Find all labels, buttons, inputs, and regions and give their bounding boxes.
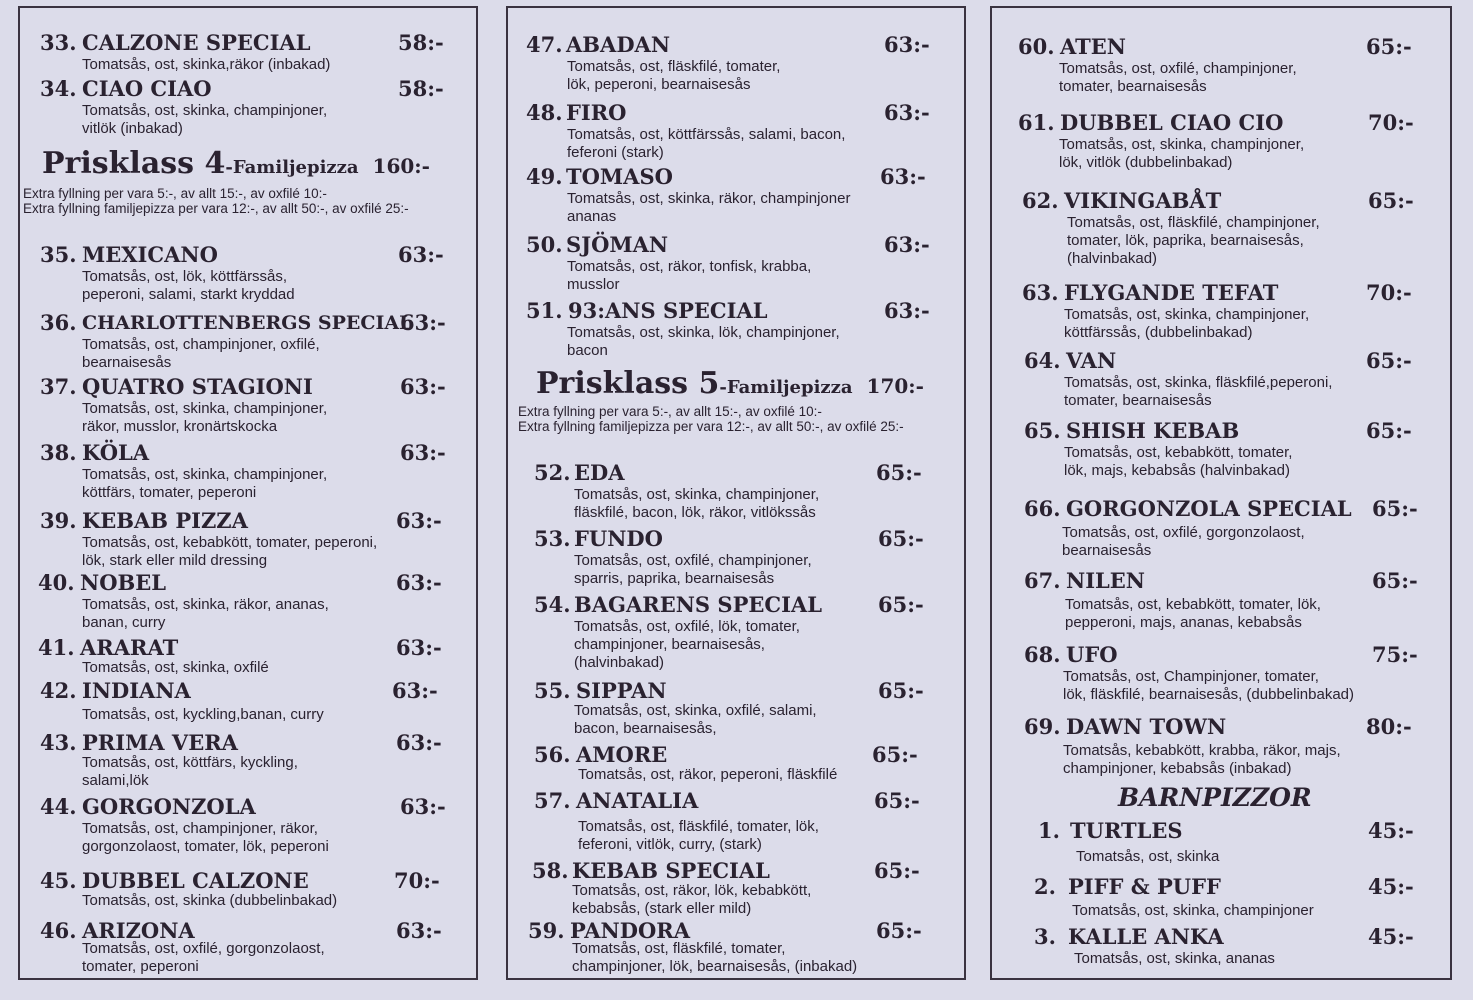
extra-filling-note: Extra fyllning per vara 5:-, av allt 15:-, av oxfilé 10:- Extra fyllning familjepizza per vara 12:-, av allt 50:-, av oxfilé 25:- [518,404,904,434]
item-number: 62. [1022,188,1059,213]
item-number: 46. [40,918,77,943]
item-number: 54. [534,592,571,617]
item-number: 2. [1034,874,1056,899]
item-price: 65:- [874,788,920,813]
item-description: Tomatsås, ost, Champinjoner, tomater, lök, fläskfilé, bearnaisesås, (dubbelinbakad) [1063,668,1354,703]
item-description: Tomatsås, ost, köttfärs, kyckling, salami,lök [82,754,298,789]
item-name: KEBAB PIZZA [82,508,248,533]
item-number: 33. [40,30,77,55]
item-number: 61. [1018,110,1055,135]
item-price: 65:- [1366,418,1412,443]
prisklass-price: 160:- [372,154,430,178]
item-number: 3. [1034,924,1056,949]
item-price: 65:- [872,742,918,767]
item-price: 63:- [396,570,442,595]
item-description: Tomatsås, ost, räkor, lök, kebabkött, kebabsås, (stark eller mild) [572,882,812,917]
item-description: Tomatsås, ost, oxfilé, gorgonzolaost, bearnaisesås [1062,524,1305,559]
extra-filling-note: Extra fyllning per vara 5:-, av allt 15:-, av oxfilé 10:- Extra fyllning familjepizza per vara 12:-, av allt 50:-, av oxfilé 25:- [23,186,409,216]
item-number: 63. [1022,280,1059,305]
item-name: DAWN TOWN [1066,714,1227,739]
item-number: 43. [40,730,77,755]
item-description: Tomatsås, ost, fläskfilé, tomater, lök, peperoni, bearnaisesås [567,58,781,93]
item-description: Tomatsås, ost, skinka, champinjoner, köttfärssås, (dubbelinbakad) [1064,306,1310,341]
menu-column-3 [990,6,1452,980]
item-description: Tomatsås, ost, räkor, peperoni, fläskfilé [578,766,838,783]
item-description: Tomatsås, ost, oxfilé, champinjoner, tomater, bearnaisesås [1059,60,1297,95]
item-price: 63:- [884,232,930,257]
item-price: 45:- [1368,874,1414,899]
menu-column-1 [18,6,478,980]
item-name: ARIZONA [82,918,195,943]
item-number: 59. [528,918,565,943]
item-description: Tomatsås, ost, lök, köttfärssås, peperoni, salami, starkt kryddad [82,268,295,303]
item-description: Tomatsås, ost, kebabkött, tomater, lök, pepperoni, majs, ananas, kebabsås [1065,596,1321,631]
item-price: 65:- [874,858,920,883]
item-price: 65:- [1372,496,1418,521]
item-number: 34. [40,76,77,101]
item-name: FLYGANDE TEFAT [1064,280,1279,305]
item-name: 93:ANS SPECIAL [568,298,768,323]
item-name: DUBBEL CALZONE [82,868,309,893]
item-price: 70:- [1366,280,1412,305]
item-price: 63:- [392,678,438,703]
item-number: 44. [40,794,77,819]
item-price: 65:- [1368,188,1414,213]
item-name: TURTLES [1070,818,1183,843]
item-name: SHISH KEBAB [1066,418,1240,443]
item-description: Tomatsås, ost, skinka, champinjoner, vitlök (inbakad) [82,102,328,137]
prisklass-subtitle: -Familjepizza [719,377,853,398]
item-price: 63:- [396,918,442,943]
item-description: Tomatsås, ost, champinjoner, oxfilé, bearnaisesås [82,336,320,371]
item-name: KÖLA [82,440,150,465]
item-name: CHARLOTTENBERGS SPECIAL [82,312,413,334]
item-description: Tomatsås, ost, skinka, ananas [1074,950,1275,967]
item-name: VAN [1066,348,1117,373]
item-name: FIRO [566,100,627,125]
item-price: 58:- [398,30,444,55]
item-price: 63:- [396,635,442,660]
item-number: 42. [40,678,77,703]
item-number: 56. [534,742,571,767]
menu-column-2 [506,6,966,980]
item-name: KALLE ANKA [1068,924,1224,949]
item-name: MEXICANO [82,242,218,267]
item-price: 63:- [880,164,926,189]
item-name: ARARAT [80,635,179,660]
item-price: 63:- [884,298,930,323]
item-price: 63:- [884,32,930,57]
item-name: CIAO CIAO [82,76,212,101]
item-name: GORGONZOLA [82,794,256,819]
item-name: DUBBEL CIAO CIO [1060,110,1284,135]
item-price: 45:- [1368,818,1414,843]
item-number: 50. [526,232,563,257]
item-number: 36. [40,310,77,335]
prisklass-title: Prisklass 4 [42,146,226,181]
prisklass-heading [42,148,430,180]
item-description: Tomatsås, ost, fläskfilé, champinjoner, tomater, lök, paprika, bearnaisesås, (halvinbakad) [1067,214,1320,267]
item-name: GORGONZOLA SPECIAL [1066,496,1352,521]
item-description: Tomatsås, ost, oxfilé, champinjoner, sparris, paprika, bearnaisesås [574,552,812,587]
item-number: 48. [526,100,563,125]
item-name: PIFF & PUFF [1068,874,1221,899]
item-number: 35. [40,242,77,267]
item-description: Tomatsås, ost, fläskfilé, tomater, champinjoner, lök, bearnaisesås, (inbakad) [572,940,858,975]
item-description: Tomatsås, ost, kyckling,banan, curry [82,706,324,723]
item-description: Tomatsås, ost, skinka, lök, champinjoner, bacon [567,324,840,359]
item-name: PANDORA [570,918,691,943]
item-description: Tomatsås, ost, skinka, räkor, champinjoner ananas [567,190,851,225]
item-description: Tomatsås, ost, skinka, champinjoner, räkor, musslor, kronärtskocka [82,400,328,435]
item-name: EDA [574,460,625,485]
item-number: 55. [534,678,571,703]
item-description: Tomatsås, ost, skinka, räkor, ananas, banan, curry [82,596,329,631]
barnpizzor-heading: BARNPIZZOR [1118,783,1312,812]
item-number: 52. [534,460,571,485]
item-name: UFO [1066,642,1118,667]
item-name: ATEN [1060,34,1126,59]
item-number: 67. [1024,568,1061,593]
item-price: 63:- [396,508,442,533]
item-name: ABADAN [566,32,671,57]
item-number: 58. [532,858,569,883]
item-name: BAGARENS SPECIAL [574,592,822,617]
item-description: Tomatsås, ost, skinka, champinjoner, köttfärs, tomater, peperoni [82,466,328,501]
item-name: NOBEL [80,570,167,595]
item-price: 63:- [400,794,446,819]
item-price: 63:- [400,440,446,465]
item-price: 63:- [400,374,446,399]
item-price: 70:- [1368,110,1414,135]
item-price: 75:- [1372,642,1418,667]
prisklass-subtitle: -Familjepizza [225,157,359,178]
item-price: 63:- [396,730,442,755]
item-name: NILEN [1066,568,1145,593]
item-number: 1. [1038,818,1060,843]
item-number: 53. [534,526,571,551]
item-price: 58:- [398,76,444,101]
item-price: 65:- [878,526,924,551]
item-name: SIPPAN [576,678,667,703]
item-number: 45. [40,868,77,893]
item-number: 39. [40,508,77,533]
item-description: Tomatsås, ost, skinka (dubbelinbakad) [82,892,338,909]
item-number: 40. [38,570,75,595]
item-name: FUNDO [574,526,663,551]
prisklass-title: Prisklass 5 [536,366,720,401]
item-description: Tomatsås, ost, räkor, tonfisk, krabba, musslor [567,258,812,293]
item-number: 47. [526,32,563,57]
item-name: CALZONE SPECIAL [82,30,311,55]
prisklass-heading [536,368,924,400]
item-name: SJÖMAN [566,232,669,257]
item-number: 69. [1024,714,1061,739]
item-description: Tomatsås, ost, skinka, oxfilé [82,659,269,676]
item-price: 45:- [1368,924,1414,949]
item-name: ANATALIA [576,788,699,813]
item-number: 60. [1018,34,1055,59]
item-description: Tomatsås, ost, skinka [1076,848,1220,865]
item-number: 49. [526,164,563,189]
item-name: PRIMA VERA [82,730,238,755]
item-name: KEBAB SPECIAL [572,858,770,883]
item-number: 51. [526,298,563,323]
item-number: 37. [40,374,77,399]
item-number: 41. [38,635,75,660]
item-name: QUATRO STAGIONI [82,374,313,399]
item-price: 65:- [1366,348,1412,373]
item-name: TOMASO [566,164,673,189]
item-price: 63:- [398,242,444,267]
item-description: Tomatsås, ost, kebabkött, tomater, lök, majs, kebabsås (halvinbakad) [1064,444,1293,479]
item-price: 65:- [878,678,924,703]
item-name: INDIANA [82,678,191,703]
item-description: Tomatsås, ost, skinka, champinjoner, fläskfilé, bacon, lök, räkor, vitlökssås [574,486,820,521]
item-number: 38. [40,440,77,465]
item-number: 66. [1024,496,1061,521]
item-number: 64. [1024,348,1061,373]
item-price: 65:- [876,460,922,485]
item-description: Tomatsås, ost, oxfilé, gorgonzolaost, tomater, peperoni [82,940,325,975]
item-description: Tomatsås, ost, fläskfilé, tomater, lök, feferoni, vitlök, curry, (stark) [578,818,819,853]
item-price: 65:- [876,918,922,943]
item-description: Tomatsås, ost, champinjoner, räkor, gorgonzolaost, tomater, lök, peperoni [82,820,329,855]
item-number: 65. [1024,418,1061,443]
item-description: Tomatsås, ost, köttfärssås, salami, bacon, feferoni (stark) [567,126,846,161]
item-name: VIKINGABÅT [1064,188,1222,213]
item-description: Tomatsås, ost, skinka, champinjoner, lök, vitlök (dubbelinbakad) [1059,136,1305,171]
item-name: AMORE [576,742,668,767]
prisklass-price: 170:- [866,374,924,398]
item-price: 65:- [878,592,924,617]
item-description: Tomatsås, ost, oxfilé, lök, tomater, champinjoner, bearnaisesås, (halvinbakad) [574,618,800,671]
item-price: 65:- [1366,34,1412,59]
item-number: 57. [534,788,571,813]
item-price: 63:- [400,310,446,335]
item-description: Tomatsås, ost, kebabkött, tomater, peperoni, lök, stark eller mild dressing [82,534,378,569]
item-description: Tomatsås, ost, skinka, fläskfilé,peperoni, tomater, bearnaisesås [1064,374,1333,409]
item-price: 63:- [884,100,930,125]
item-price: 70:- [394,868,440,893]
item-description: Tomatsås, kebabkött, krabba, räkor, majs, champinjoner, kebabsås (inbakad) [1063,742,1341,777]
item-description: Tomatsås, ost, skinka,räkor (inbakad) [82,56,331,73]
item-number: 68. [1024,642,1061,667]
item-description: Tomatsås, ost, skinka, oxfilé, salami, bacon, bearnaisesås, [574,702,817,737]
item-price: 80:- [1366,714,1412,739]
item-description: Tomatsås, ost, skinka, champinjoner [1072,902,1314,919]
item-price: 65:- [1372,568,1418,593]
